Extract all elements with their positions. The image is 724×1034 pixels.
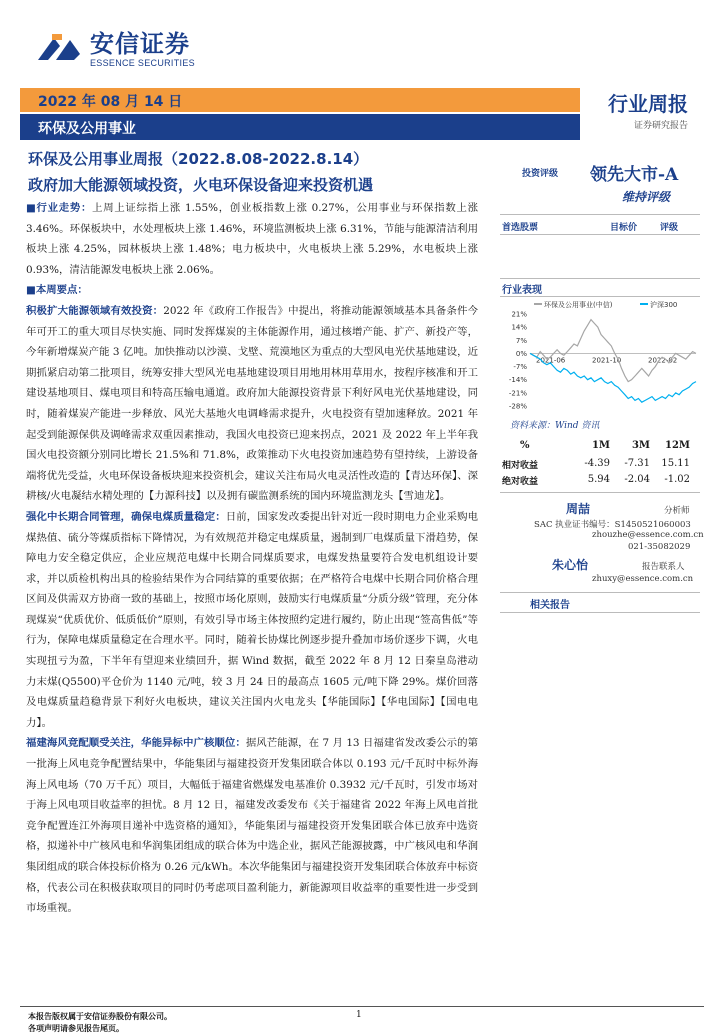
contact-email: zhuxy@essence.com.cn: [592, 574, 694, 584]
divider: [500, 592, 700, 593]
footer-line-1: 本报告版权属于安信证券股份有限公司。: [28, 1011, 172, 1021]
report-body: [26, 198, 478, 919]
company-logo: [34, 30, 195, 68]
report-title: 环保及公用事业周报（2022.8.08-2022.8.14）: [28, 150, 369, 168]
cell: -2.04: [624, 474, 650, 485]
footer-disclaimer: [28, 1010, 172, 1034]
report-type: 行业周报: [608, 92, 688, 116]
chart-source: 资料来源：Wind 资讯: [510, 421, 600, 431]
analyst-email: zhouzhe@essence.com.cn: [592, 530, 704, 540]
industry-performance-chart: [500, 298, 700, 410]
paragraph-text: 2022 年《政府工作报告》中提出，将推动能源领域基本具备条件今年可开工的重大项目尽快实施、同时发挥煤炭的主体能源作用，通过核增产能、扩产、新投产等，今年新增煤炭产能 3 亿吨。加快推动以沙漠、戈壁、荒漠地区为重点的大型风电光伏基地建设，近期抓紧启动第二批项目，统筹安排大型风光电基地建设项目用地用林用草用水，按程序核准和开工建设基地项目、煤电项目和特高压输电通道。政府加大能源投资背景下利好风电光伏基地建设，同时，随着煤炭产能进一步释放、风光大基地火电调峰需求提升，火电投资有望加速释放。2021 年起受到能源保供及调峰需求双重因素推动，我国火电投资已迎来拐点，2021 及 2022 年上半年我国火电投资额分别同比增长 21.5%和 71.8%，政策推动下火电投资加速趋势有望持续，上游设备端将优先受益，火电环保设备板块迎来投资机会，建议关注布局火电灵活性改造的【青达环保】、深耕核/火电凝结水精处理的【力源科技】以及拥有碳监测系统的国内环境监测龙头【雪迪龙】。: [26, 304, 478, 503]
divider: [500, 296, 700, 297]
analyst-cert: SAC 执业证书编号：S1450521060003: [534, 520, 691, 530]
paragraph-text: 上周上证综指上涨 1.55%，创业板指数上涨 0.27%，公用事业与环保指数上涨 3.46%。环保板块中，水处理板块上涨 1.46%，环境监测板块上涨 6.31%，节能与能源清洁利用板块上涨 4.25%，园林板块上涨 1.48%；电力板块中，火电板块上涨 5.29%，水电板块上涨 0.93%，清洁能源发电板块上涨 2.06%。: [26, 202, 478, 276]
rating-value: 领先大市-A: [590, 165, 679, 185]
cell: 15.11: [661, 458, 690, 469]
y-tick-label: -14%: [508, 376, 527, 385]
col-rating: 评级: [660, 223, 679, 233]
x-tick-label: 2022-02: [648, 356, 678, 365]
contact-role: 报告联系人: [642, 562, 685, 572]
performance-title: 行业表现: [502, 285, 542, 296]
report-subtitle: 政府加大能源领域投资，火电环保设备迎来投资机遇: [28, 176, 374, 194]
y-tick-label: 0%: [515, 349, 527, 358]
header-cell: %: [520, 440, 530, 451]
contact-block: [500, 552, 700, 592]
col-target: 目标价: [610, 223, 638, 233]
paragraph-text: 日前，国家发改委提出针对近一段时期电力企业采购电煤热值、硫分等煤质指标下降情况，为有效规范并稳定电煤质量，遏制到厂电煤质量下滑趋势，保障电力安全稳定供应，企业应规范电煤中长期合同煤质要求，电煤发热量要符合发电机组设计要求，并以质检机构出具的检验结果作为合同结算的重要依据；在严格符合电煤中长期合同价格合理区间及供需双方协商一致的基础上，按照市场化原则，鼓励实行电煤质量“分质分级”管理，充分体现煤炭“优质优价、低质低价”原则，有效引导市场主体按照约定进行履约，防止出现“签高售低”等行为，保障电煤质量稳定在合理水平。同时，随着长协煤比例逐步提升叠加市场价逐步下调，火电实现扭亏为盈，下半年有望迎来业绩回升，据 Wind 数据，截至 2022 年 8 月 12 日秦皇岛港动力末煤(Q5500)平仓价为 1140 元/吨，较 3 月 24 日的最高点 1605 元/吨下降 29%。煤价回落及电煤质量趋稳背景下利好火电板块，建议关注国内火电龙头【华能国际】【华电国际】【国电电力】。: [26, 510, 479, 729]
table-row: [500, 458, 700, 474]
report-subtype: 证券研究报告: [633, 121, 688, 131]
paragraph-highlights: [26, 280, 478, 301]
contact-name: 朱心怡: [552, 558, 589, 572]
logo-cn-text: 安信证券: [90, 30, 190, 58]
cell: 5.94: [587, 474, 610, 485]
legend-label: 沪深300: [650, 301, 678, 309]
divider: [500, 214, 700, 215]
analyst-phone: 021-35082029: [628, 542, 691, 552]
y-tick-label: 14%: [511, 323, 527, 332]
paragraph-coal: [26, 507, 478, 734]
cell: -1.02: [664, 474, 690, 485]
paragraph-trend: [26, 198, 478, 280]
header-cell: 3M: [631, 440, 650, 451]
logo-mark-icon: [34, 30, 84, 68]
section-heading: 积极扩大能源领域有效投资：: [26, 304, 164, 317]
paragraph-text: 据风芒能源，在 7 月 13 日福建省发改委公示的第一批海上风电竞争配置结果中，华能集团与福建投资开发集团联合体以 0.193 元/千瓦时中标外海海上风电场（70 万千瓦）项目，大幅低于福建省燃煤发电基准价 0.3932 元/千瓦时，引发市场对于海上风电项目收益率的担忧。8 月 12 日，福建发改委发布《关于福建省 2022 年海上风电首批竞争配置连江外海项目递补中选资格的通知》，华能集团与福建投资开发集团联合体已放弃中选资格，拟递补中广核风电和华润集团组成的联合体为中选企业，据风芒能源披露，中广核风电和华润集团组成的联合体投标价格为 0.26 元/kWh。本次华能集团与福建投资开发集团联合体放弃中标资格，代表公司在积极获取项目的同时仍考虑项目盈利能力，新能源项目收益率的重要性进一步受到市场重视。: [26, 737, 478, 915]
section-heading: 强化中长期合同管理，确保电煤质量稳定：: [26, 510, 226, 523]
divider: [500, 234, 700, 235]
report-date: 2022 年 08 月 14 日: [38, 94, 183, 110]
section-heading: ■行业走势：: [26, 202, 93, 214]
rating-status: 维持评级: [622, 190, 671, 204]
header-cell: 1M: [591, 440, 610, 451]
row-label: 绝对收益: [502, 477, 539, 487]
col-stock: 首选股票: [502, 223, 539, 233]
paragraph-wind: [26, 733, 478, 918]
header-cell: 12M: [665, 440, 690, 451]
section-heading: ■本周要点：: [26, 284, 88, 297]
y-tick-label: -7%: [513, 363, 527, 372]
divider: [500, 278, 700, 279]
industry-name: 环保及公用事业: [38, 121, 136, 137]
analyst-role: 分析师: [664, 506, 690, 516]
analyst-name: 周喆: [566, 502, 591, 516]
legend-label: 环保及公用事业(中信): [544, 301, 613, 309]
y-tick-label: -28%: [508, 402, 527, 411]
y-tick-label: 7%: [515, 336, 527, 345]
footer-divider: [20, 1006, 704, 1007]
series-line: [530, 320, 696, 382]
y-tick-label: 21%: [511, 310, 527, 319]
paragraph-energy: [26, 301, 478, 507]
footer-line-2: 各项声明请参见报告尾页。: [28, 1023, 124, 1033]
cell: -7.31: [624, 458, 650, 469]
rating-label: 投资评级: [522, 169, 559, 179]
divider: [500, 492, 700, 493]
y-tick-label: -21%: [508, 389, 527, 398]
section-heading: 福建海风竞配顺受关注，华能异标中广核顺位：: [26, 737, 246, 750]
x-tick-label: 2021-06: [536, 356, 566, 365]
related-reports-title: 相关报告: [530, 600, 570, 611]
logo-en-text: ESSENCE SECURITIES: [90, 58, 195, 68]
page-number: 1: [356, 1010, 362, 1020]
divider: [500, 612, 700, 613]
table-row: [500, 474, 700, 490]
table-header-row: [500, 440, 700, 456]
cell: -4.39: [584, 458, 610, 469]
x-tick-label: 2021-10: [592, 356, 622, 365]
row-label: 相对收益: [502, 461, 539, 471]
